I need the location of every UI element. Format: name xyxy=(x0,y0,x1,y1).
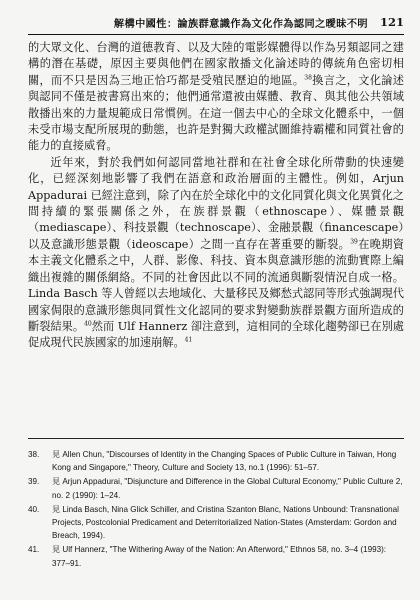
footnote-text: 見 Linda Basch, Nina Glick Schiller, and Cristina Szanton Blanc, Nations Unbound: Transnational Projects, Postcolonial Predicament and Deterritorialized Nation-States (Amsterdam: Gordon and Breach, 1994). xyxy=(52,504,399,541)
paragraph xyxy=(28,40,404,155)
paragraph-text: 近年來，對於我們如何認同當地社群和在社會全球化所帶動的快速變化，已經深刻地影響了我們在語意和政治層面的主體性。例如，Arjun Appadurai 已經注意到，除了內在於全球化中的文化同質化與文化異質化之間持續的緊張關係之外，在族群景觀（ethnoscape）、媒體景觀（mediascape）、科技景觀（technoscape）、金融景觀（financescape）以及意識形態景觀（ideoscape）之間一直存在著重要的斷裂。 xyxy=(28,155,404,251)
page-number: 121 xyxy=(379,15,404,29)
footnote-divider xyxy=(28,438,404,439)
footnotes xyxy=(28,448,404,571)
paragraph-text: 換言之，文化論述與認同不僅是被書寫出來的；他們通常還被由媒體、教育、與其他公共領域散播出來的力量規範成日常慣例。在這一個去中心的全球文化體系中，一個未受市場支配所展現的動態，也許是對獨大政權試圖維持霸權和同質社會的能力的直接威脅。 xyxy=(28,73,404,153)
footnote xyxy=(28,543,404,569)
footnote-number: 40. xyxy=(28,504,40,514)
footnote xyxy=(28,475,404,501)
footnote-text: 見 Arjun Appadurai, "Disjuncture and Difference in the Global Cultural Economy," Public Culture 2, no. 2 (1990): 1–24. xyxy=(52,477,403,500)
paragraph-text: 的大眾文化、台灣的道德教育、以及大陸的電影媒體得以作為另類認同之建構的潛在基礎，原因主要與他們在國家散播文化論述時的傳統角色密切相關，而不只是因為三地正恰巧都是受殖民歷迫的地區。 xyxy=(28,41,404,87)
footnote-ref: 41 xyxy=(184,336,193,344)
footnote xyxy=(28,448,404,474)
footnote-number: 39. xyxy=(28,477,40,487)
footnote-number: 38. xyxy=(28,450,40,459)
running-title: 解構中國性：論族群意識作為文化作為認同之曖昧不明 xyxy=(113,18,368,30)
footnote-ref: 38 xyxy=(304,74,312,82)
footnote-ref: 39 xyxy=(350,238,358,246)
footnote-number: 41. xyxy=(28,545,40,555)
footnote-ref: 40 xyxy=(84,320,92,328)
running-header xyxy=(28,14,404,35)
footnote xyxy=(28,503,404,543)
main-text xyxy=(28,40,404,352)
footnote-text: 見 Allen Chun, "Discourses of Identity in the Changing Spaces of Public Culture in Taiwan, Hong Kong and Singapore," Theory, Culture and Society 13, no.1 (1996): 51–57. xyxy=(52,450,397,473)
footnote-text: 見 Ulf Hannerz, "The Withering Away of the Nation: An Afterword," Ethnos 58, no. 3–4 (1993): 377–91. xyxy=(52,545,387,568)
paragraph xyxy=(28,155,404,352)
paragraph-text: 在晚期資本主義文化體系之中，人群、影像、科技、資本與意識形態的流動實際上編織出複雜的關係網絡。不同的社會因此以不同的流通與斷裂情況自成一格。Linda Basch 等人曾經以去地域化、大量移民及鄉愁式認同等形式強調現代國家侷限的意識形態與同質性文化認同的要求對變動族群景觀方面所造成的斷裂結果。 xyxy=(28,237,404,333)
paragraph-text: 然而 Ulf Hannerz 卻注意到，這相同的全球化趨勢卻已在別處促成現代民族國家的加速崩解。 xyxy=(28,319,404,350)
